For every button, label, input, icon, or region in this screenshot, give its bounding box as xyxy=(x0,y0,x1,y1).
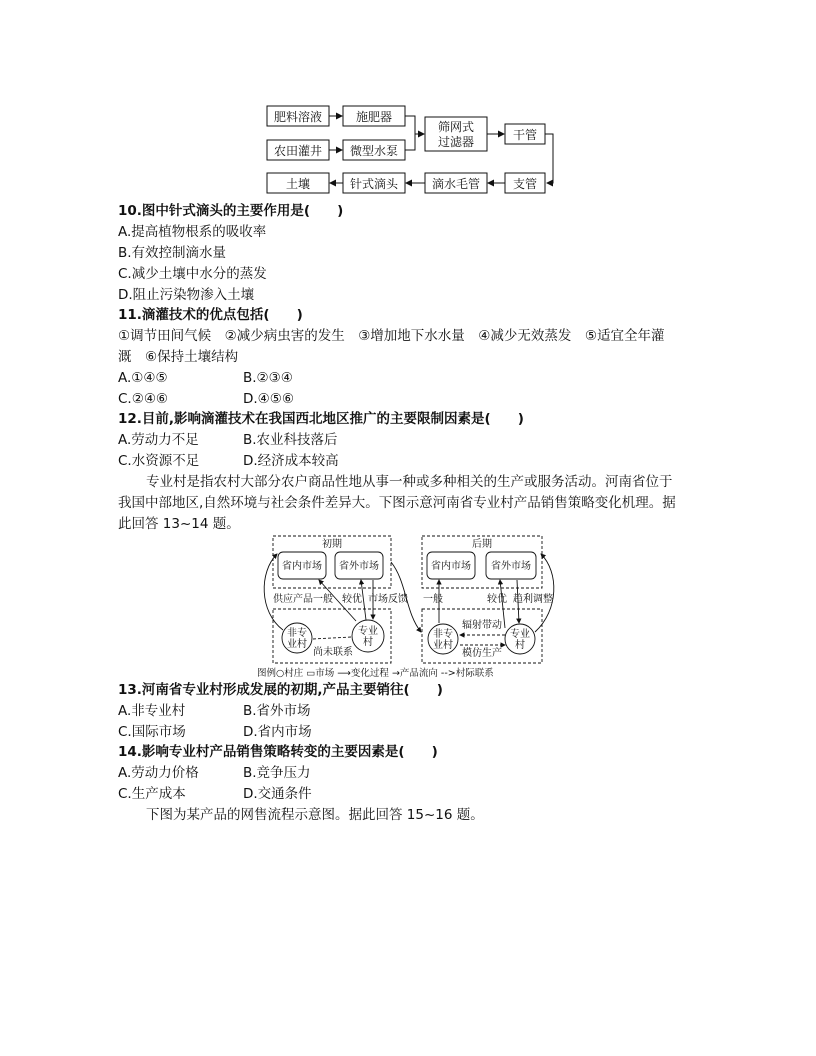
question-11-stem: 11.滴灌技术的优点包括( ) xyxy=(118,307,303,323)
label-no-contact: 尚未联系 xyxy=(313,647,353,658)
question-10-option-c: C.减少土壤中水分的蒸发 xyxy=(118,266,267,282)
label-market-feedback: 市场反馈 xyxy=(368,594,408,605)
box-micro-pump: 微型水泵 xyxy=(349,144,399,158)
early-non-specialized-village-1: 非专 xyxy=(287,628,307,639)
passage-1-line3: 此回答 13~14 题。 xyxy=(118,516,240,532)
question-13-option-d: D.省内市场 xyxy=(243,724,312,740)
question-13-option-b: B.省外市场 xyxy=(243,703,311,719)
box-field-well: 农田灌井 xyxy=(273,144,323,158)
late-non-specialized-village-2: 业村 xyxy=(433,640,453,651)
label-better-early: 较优 xyxy=(342,594,362,605)
drip-irrigation-flow-diagram xyxy=(260,100,560,198)
label-radiate: 辐射带动 xyxy=(462,620,502,631)
question-12 xyxy=(118,410,524,428)
box-fertilizer-solution: 肥料溶液 xyxy=(273,110,323,124)
question-14-option-d: D.交通条件 xyxy=(243,786,312,802)
question-12-option-c: C.水资源不足 xyxy=(118,453,200,469)
question-10-option-a: A.提高植物根系的吸收率 xyxy=(118,224,267,240)
question-12-option-b: B.农业科技落后 xyxy=(243,432,338,448)
question-11-items-line2: 溉 ⑥保持土壤结构 xyxy=(118,349,239,365)
question-10-stem: 10.图中针式滴头的主要作用是( ) xyxy=(118,203,344,219)
diagram-legend: 图例○村庄 ▭市场 ⟶变化过程 →产品流向 -->村际联系 xyxy=(257,668,494,679)
box-needle-dripper: 针式滴头 xyxy=(349,177,399,191)
box-branch-pipe: 支管 xyxy=(512,177,538,191)
question-11-option-b: B.②③④ xyxy=(243,370,293,386)
label-imitate: 模仿生产 xyxy=(462,648,502,659)
late-out-province-market: 省外市场 xyxy=(491,561,531,572)
early-stage-title: 初期 xyxy=(322,539,342,550)
late-specialized-village-1: 专业 xyxy=(510,629,530,640)
question-11-option-c: C.②④⑥ xyxy=(118,391,169,407)
box-capillary: 滴水毛管 xyxy=(431,177,481,191)
box-mesh-filter-line2: 过滤器 xyxy=(437,135,475,149)
question-13-stem: 13.河南省专业村形成发展的初期,产品主要销往( ) xyxy=(118,682,443,698)
question-12-option-d: D.经济成本较高 xyxy=(243,453,339,469)
label-general: 一般 xyxy=(423,594,443,605)
question-14-stem: 14.影响专业村产品销售策略转变的主要因素是( ) xyxy=(118,744,438,760)
question-11 xyxy=(118,306,303,324)
question-14 xyxy=(118,743,438,761)
question-10-option-b: B.有效控制滴水量 xyxy=(118,245,227,261)
label-better-late: 较优 xyxy=(487,594,507,605)
box-mesh-filter-line1: 筛网式 xyxy=(437,120,475,134)
early-specialized-village-2: 村 xyxy=(363,637,373,648)
question-11-option-d: D.④⑤⑥ xyxy=(243,391,294,407)
early-out-province-market: 省外市场 xyxy=(339,561,379,572)
question-10-option-d: D.阻止污染物渗入土壤 xyxy=(118,287,255,303)
late-stage-title: 后期 xyxy=(472,539,492,550)
question-10 xyxy=(118,202,343,220)
box-main-pipe: 干管 xyxy=(512,128,538,142)
question-14-option-a: A.劳动力价格 xyxy=(118,765,199,781)
box-soil: 土壤 xyxy=(285,177,311,191)
early-non-specialized-village-2: 业村 xyxy=(287,639,307,650)
question-13-option-a: A.非专业村 xyxy=(118,703,186,719)
question-13-option-c: C.国际市场 xyxy=(118,724,186,740)
early-specialized-village-1: 专业 xyxy=(358,626,378,637)
early-in-province-market: 省内市场 xyxy=(282,561,322,572)
passage-1-line2: 我国中部地区,自然环境与社会条件差异大。下图示意河南省专业村产品销售策略变化机理。据 xyxy=(118,495,676,511)
question-14-option-c: C.生产成本 xyxy=(118,786,186,802)
question-14-option-b: B.竞争压力 xyxy=(243,765,311,781)
question-12-option-a: A.劳动力不足 xyxy=(118,432,199,448)
passage-2-line1: 下图为某产品的网售流程示意图。据此回答 15~16 题。 xyxy=(146,807,484,823)
question-11-items-line1: ①调节田间气候 ②减少病虫害的发生 ③增加地下水水量 ④减少无效蒸发 ⑤适宜全年灌 xyxy=(118,328,665,344)
late-specialized-village-2: 村 xyxy=(515,640,525,651)
label-supply-general: 供应产品一般 xyxy=(273,594,333,605)
question-12-stem: 12.目前,影响滴灌技术在我国西北地区推广的主要限制因素是( ) xyxy=(118,411,524,427)
passage-1-line1: 专业村是指农村大部分农户商品性地从事一种或多种相关的生产或服务活动。河南省位于 xyxy=(146,474,673,490)
late-non-specialized-village-1: 非专 xyxy=(433,629,453,640)
question-13 xyxy=(118,681,443,699)
label-trend-adjust: 趋利调整 xyxy=(513,594,553,605)
late-in-province-market: 省内市场 xyxy=(431,561,471,572)
box-fertilizer-applicator: 施肥器 xyxy=(355,110,393,124)
specialized-village-diagram xyxy=(255,532,565,680)
question-11-option-a: A.①④⑤ xyxy=(118,370,168,386)
